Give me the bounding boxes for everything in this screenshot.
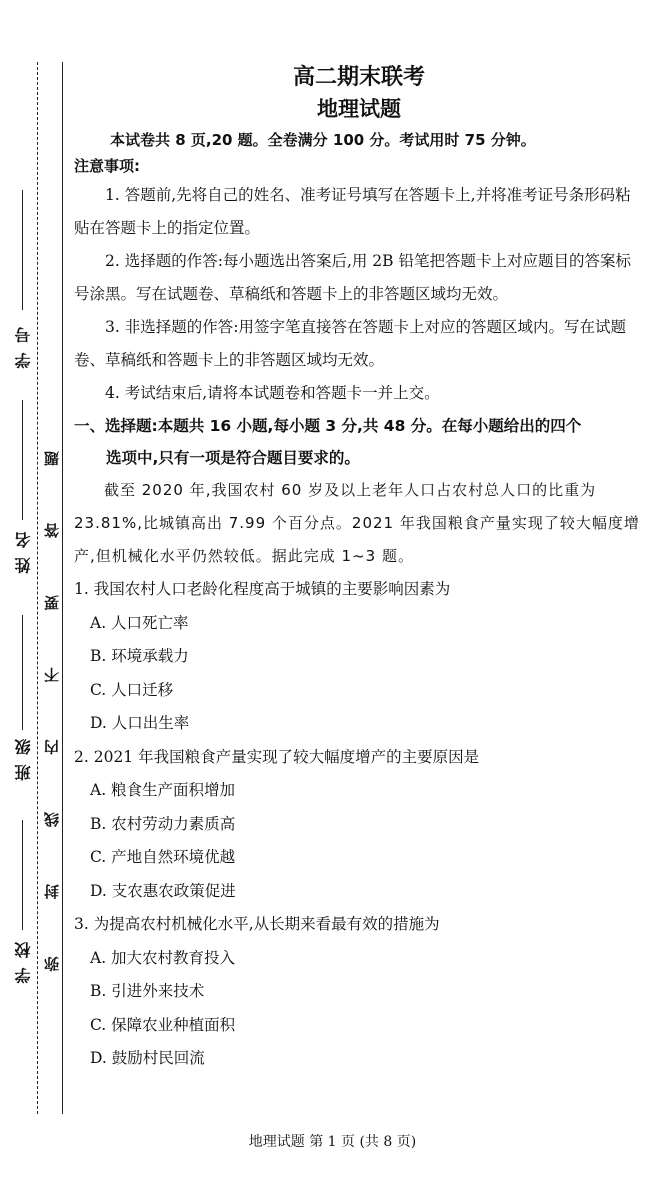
note-item: 4. 考试结束后,请将本试题卷和答题卡一并上交。 (105, 384, 440, 402)
notes-title: 注意事项: (74, 157, 140, 175)
school-label: 学 校 (14, 940, 33, 984)
seal-dashed-line (37, 62, 38, 1114)
note-item: 2. 选择题的作答:每小题选出答案后,用 2B 铅笔把答题卡上对应题目的答案标号涂黑。写在试题卷、草稿纸和答题卡上的非答题区域均无效。 (74, 252, 631, 303)
seal-warning: 弥 封 线 内 不 要 答 题 (43, 425, 61, 972)
school-blank (22, 820, 23, 930)
question-3 (74, 908, 644, 1076)
note-item: 1. 答题前,先将自己的姓名、准考证号填写在答题卡上,并将准考证号条形码粘贴在答题卡上的指定位置。 (74, 186, 631, 237)
option-a: A. 粮食生产面积增加 (90, 781, 236, 799)
class-blank (22, 615, 23, 730)
option-d: D. 支农惠农政策促进 (90, 881, 236, 900)
section-heading (74, 410, 644, 474)
exam-content (74, 56, 644, 1076)
exam-info: 本试卷共 8 页,20 题。全卷满分 100 分。考试用时 75 分钟。 (110, 131, 536, 149)
name-blank (22, 400, 23, 520)
question-2 (74, 741, 644, 909)
question-stem: 3. 为提高农村机械化水平,从长期来看最有效的措施为 (74, 915, 440, 933)
student-id-blank (22, 190, 23, 310)
student-id-label: 学 号 (14, 325, 33, 369)
binding-margin (0, 0, 66, 1177)
exam-subject: 地理试题 (317, 97, 401, 121)
question-stem: 2. 2021 年我国粮食产量实现了较大幅度增产的主要原因是 (74, 747, 480, 766)
name-label: 姓 名 (14, 530, 33, 574)
option-d: D. 鼓励村民回流 (90, 1049, 205, 1067)
question-stem: 1. 我国农村人口老龄化程度高于城镇的主要影响因素为 (74, 580, 451, 598)
option-c: C. 人口迁移 (90, 680, 174, 699)
option-d: D. 人口出生率 (90, 714, 190, 732)
option-a: A. 人口死亡率 (90, 613, 189, 632)
option-a: A. 加大农村教育投入 (90, 948, 236, 967)
option-b: B. 农村劳动力素质高 (90, 814, 236, 833)
option-b: B. 引进外来技术 (90, 982, 205, 1000)
section-heading-line1: 一、选择题:本题共 16 小题,每小题 3 分,共 48 分。在每小题给出的四个 (74, 417, 582, 435)
page-footer: 地理试题 第 1 页 (共 8 页) (248, 1134, 417, 1150)
note-item: 3. 非选择题的作答:用签字笔直接答在答题卡上对应的答题区域内。写在试题卷、草稿纸和答题卡上的非答题区域均无效。 (74, 318, 626, 369)
option-c: C. 保障农业种植面积 (90, 1015, 236, 1034)
section-heading-line2: 选项中,只有一项是符合题目要求的。 (106, 449, 360, 467)
option-b: B. 环境承载力 (90, 647, 189, 665)
option-c: C. 产地自然环境优越 (90, 848, 236, 866)
exam-title: 高二期末联考 (292, 65, 425, 90)
seal-solid-line (62, 62, 63, 1114)
question-1 (74, 573, 644, 741)
class-label: 班 级 (14, 737, 33, 781)
reading-passage: 截至 2020 年,我国农村 60 岁及以上老年人口占农村总人口的比重为 23.81%,比城镇高出 7.99 个百分点。2021 年我国粮食产量实现了较大幅度增产,但机械化水平仍然较低。据此完成 1~3 题。 (74, 481, 640, 565)
